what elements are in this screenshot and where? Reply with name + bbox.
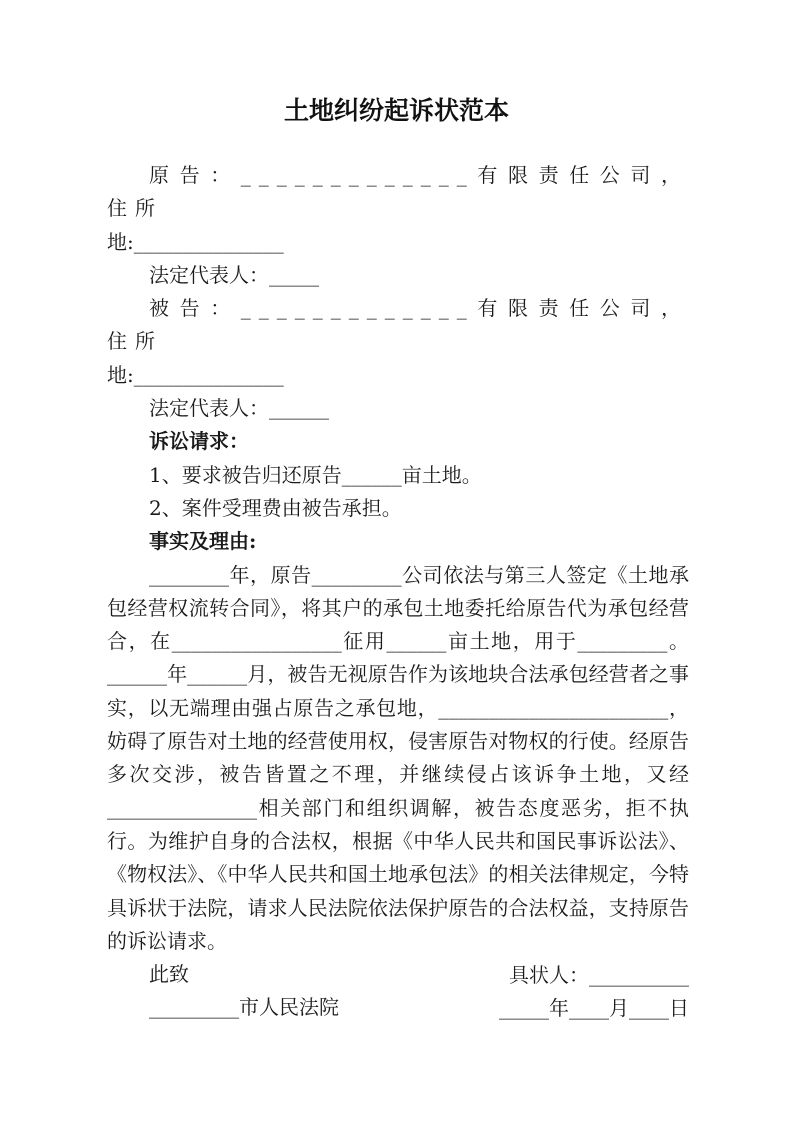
closing-salutation: 此致 [149, 962, 189, 987]
facts-heading: 事实及理由: [149, 529, 257, 554]
signature-line: 具状人：__________ [509, 963, 689, 987]
date-line: _____年____月____日 [499, 996, 689, 1020]
defendant-line-2: 地:_______________ [107, 362, 284, 387]
document-title: 土地纠纷起诉状范本 [283, 96, 509, 125]
claim-item-2: 2、案件受理费由被告承担。 [149, 495, 402, 520]
plaintiff-line-2: 地:_______________ [107, 229, 284, 254]
facts-body: ________年，原告_________公司依法与第三人签定《土地承包经营权流转合同》，将其户的承包土地委托给原告代为承包经营合，在_________________征用______亩土地，用于_________。______年______月，被告无视原告作为该地块合法承包经营者之事实，以无端理由强占原告之承包地，_______________________，妨碍了原告对土地的经营使用权，侵害原告对物权的行使。经原告多次交涉，被告皆置之不理，并继续侵占该诉争土地，又经_______________相关部门和组织调解，被告态度恶劣，拒不执行。为维护自身的合法权，根据《中华人民共和国民事诉讼法》、《物权法》、《中华人民共和国土地承包法》的相关法律规定，今特具诉状于法院，请求人民法院依法保护原告的合法权益，支持原告的诉讼请求。 [107, 562, 689, 953]
defendant-line-1: 被告：_____________有限责任公司，住所 [107, 296, 689, 354]
court-addressee: _________市人民法院 [149, 995, 339, 1020]
defendant-representative: 法定代表人：______ [149, 396, 329, 421]
claim-item-1: 1、要求被告归还原告______亩土地。 [149, 462, 482, 487]
plaintiff-representative: 法定代表人：_____ [149, 262, 319, 287]
document-body [107, 159, 689, 1025]
claims-heading: 诉讼请求： [149, 429, 249, 454]
plaintiff-line-1: 原告：_____________有限责任公司，住所 [107, 163, 689, 221]
